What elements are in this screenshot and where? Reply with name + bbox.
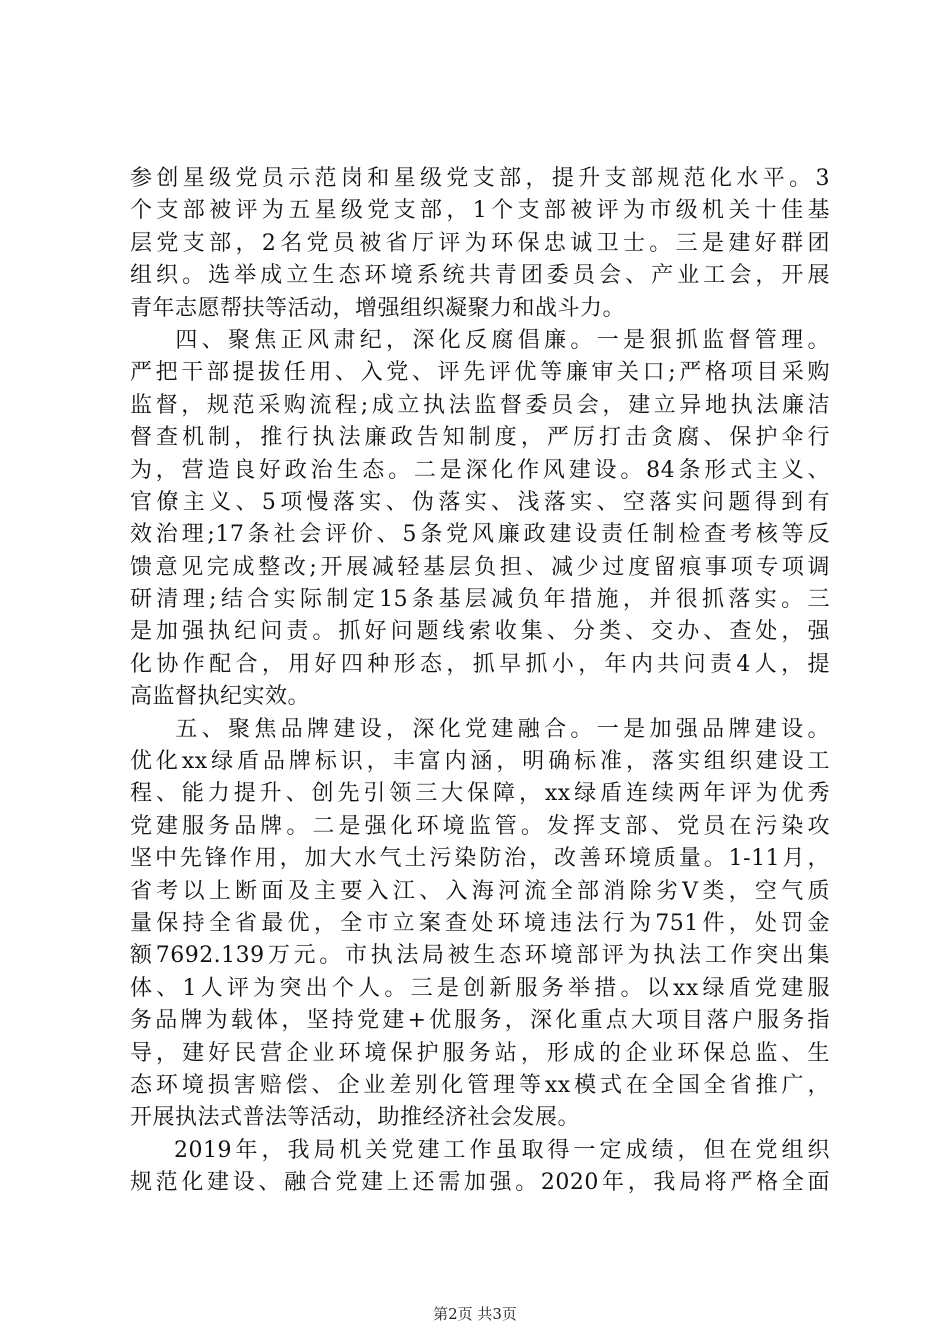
text-line: 程、能力提升、创先引领三大保障，xx绿盾连续两年评为优秀 — [130, 781, 830, 807]
document-body — [130, 163, 830, 1200]
text-line: 导，建好民营企业环境保护服务站，形成的企业环保总监、生 — [130, 1040, 830, 1066]
text-line: 省考以上断面及主要入江、入海河流全部消除劣Ⅴ类，空气质 — [130, 878, 830, 904]
text-line: 督查机制，推行执法廉政告知制度，严厉打击贪腐、保护伞行 — [130, 425, 830, 451]
text-line: 优化xx绿盾品牌标识，丰富内涵，明确标准，落实组织建设工 — [130, 749, 830, 775]
text-line: 坚中先锋作用，加大水气土污染防治，改善环境质量。1-11月， — [130, 846, 830, 872]
text-line: 化协作配合，用好四种形态，抓早抓小，年内共问责4人，提 — [130, 651, 830, 677]
text-line: 严把干部提拔任用、入党、评先评优等廉审关口;严格项目采购 — [130, 360, 830, 386]
text-line: 额7692.139万元。市执法局被生态环境部评为执法工作突出集 — [130, 943, 830, 969]
text-line: 五、聚焦品牌建设，深化党建融合。一是加强品牌建设。 — [130, 716, 830, 742]
text-line: 是加强执纪问责。抓好问题线索收集、分类、交办、查处，强 — [130, 619, 830, 645]
page-number-footer: 第2页 共3页 — [433, 1305, 517, 1323]
text-line: 馈意见完成整改;开展减轻基层负担、减少过度留痕事项专项调 — [130, 554, 830, 580]
text-line: 效治理;17条社会评价、5条党风廉政建设责任制检查考核等反 — [130, 522, 830, 548]
text-line: 组织。选举成立生态环境系统共青团委员会、产业工会，开展 — [130, 263, 830, 289]
text-line: 参创星级党员示范岗和星级党支部，提升支部规范化水平。3 — [130, 166, 830, 191]
text-line: 党建服务品牌。二是强化环境监管。发挥支部、党员在污染攻 — [130, 813, 830, 839]
text-line: 研清理;结合实际制定15条基层减负年措施，并很抓落实。三 — [130, 587, 830, 613]
text-line: 务品牌为载体，坚持党建+优服务，深化重点大项目落户服务指 — [130, 1008, 830, 1034]
text-line: 规范化建设、融合党建上还需加强。2020年，我局将严格全面 — [130, 1170, 830, 1196]
text-line: 为，营造良好政治生态。二是深化作风建设。84条形式主义、 — [130, 457, 830, 483]
text-line: 体、1人评为突出个人。三是创新服务举措。以xx绿盾党建服 — [130, 975, 830, 1001]
text-line: 官僚主义、5项慢落实、伪落实、浅落实、空落实问题得到有 — [130, 489, 830, 515]
text-line: 开展执法式普法等活动，助推经济社会发展。 — [130, 1105, 581, 1131]
text-line: 层党支部，2名党员被省厅评为环保忠诚卫士。三是建好群团 — [130, 230, 830, 256]
text-line: 监督，规范采购流程;成立执法监督委员会，建立异地执法廉洁 — [130, 392, 830, 418]
text-line: 2019年，我局机关党建工作虽取得一定成绩，但在党组织 — [130, 1137, 830, 1163]
text-line: 量保持全省最优，全市立案查处环境违法行为751件，处罚金 — [130, 910, 830, 936]
text-line: 个支部被评为五星级党支部，1个支部被评为市级机关十佳基 — [130, 198, 830, 224]
text-line: 青年志愿帮扶等活动，增强组织凝聚力和战斗力。 — [130, 295, 626, 321]
text-line: 高监督执纪实效。 — [130, 684, 311, 710]
text-line: 态环境损害赔偿、企业差别化管理等xx模式在全国全省推广， — [130, 1072, 830, 1098]
text-line: 四、聚焦正风肃纪，深化反腐倡廉。一是狠抓监督管理。 — [130, 327, 830, 353]
